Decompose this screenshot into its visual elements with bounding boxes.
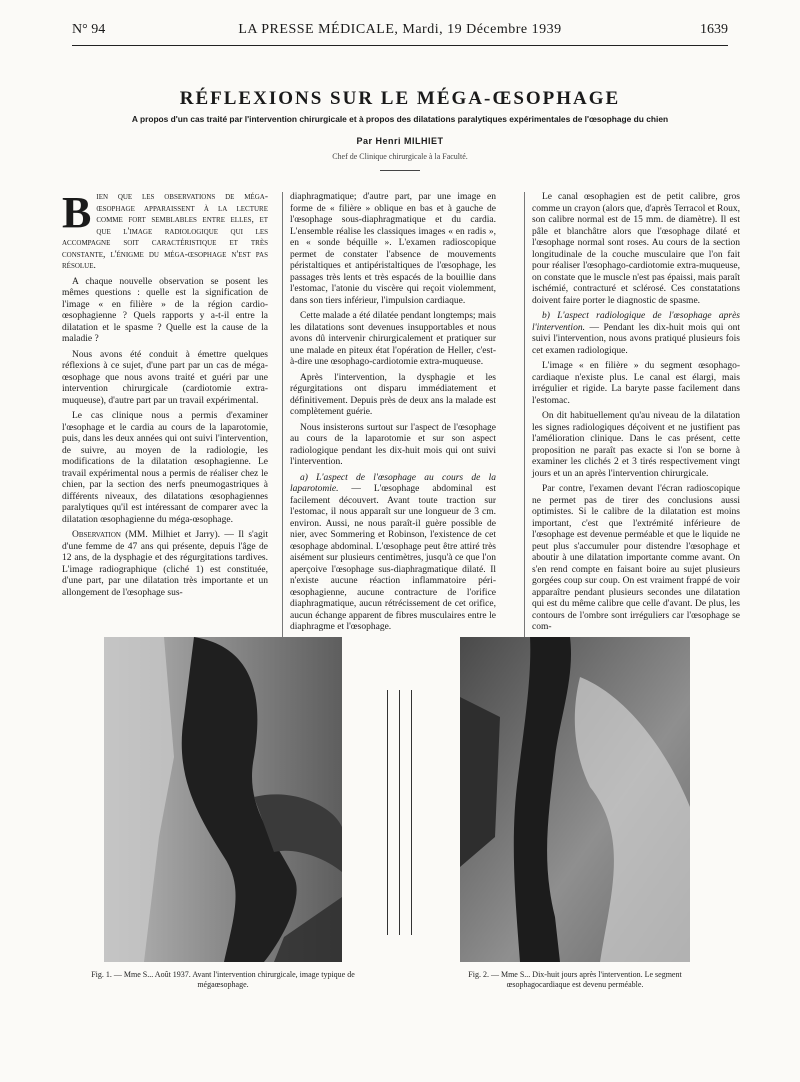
- column-divider: [282, 192, 283, 640]
- xray-figure-2: [460, 637, 690, 962]
- paragraph-text: (MM. Milhiet et Jarry). — Il s'agit d'une femme de 47 ans qui présente, depuis l'âge de 12 ans, de la dysphagie et des régurgitations tardives. L'image radiographique (cliché 1) est constituée, d'une part, par une dilatation très importante et un allongement de l'œsophage sus-: [62, 530, 268, 598]
- paragraph: Après l'intervention, la dysphagie et les régurgitations ont disparu immédiatement et définitivement. Depuis près de deux ans la malade est complètement guérie.: [290, 372, 496, 417]
- paragraph: Par contre, l'examen devant l'écran radioscopique ne permet pas de tirer des conclusions aussi optimistes. Si le calibre de la dilatation est moins important, c'est que l'extrémité inférieure de l'œsophage est devenue perméable et que le liquide ne peut plus s'accumuler pour distendre l'œsophage et aboutir à une dilatation importante comme avant. On s'en rend compte en faisant boire au sujet plusieurs gorgées coup sur coup. On est vraiment frappé de voir apparaître pendant plusieurs secondes une dilatation qui est du même calibre que celle d'avant. De plus, les contours de l'ombre sont irréguliers car l'œsophage se com-: [532, 484, 740, 632]
- text-column-1: [62, 188, 268, 603]
- issue-number: N° 94: [72, 22, 106, 37]
- paragraph: Le canal œsophagien est de petit calibre, gros comme un crayon (alors que, d'après Terracol et Roux, son calibre normal est de 15 mm. de diamètre). Il est pâle et blanchâtre alors que l'œsophage dilaté et l'œsophage normal sont roses. Au cours de la section longitudinale de la couche musculaire que l'on fait pour réaliser l'œsophago-cardiotomie extra-muqueuse, on constate que le muscle n'est pas épaissi, mais paraît ischémié, contracturé et sclérosé. Ces constatations doivent faire porter le diagnostic de spasme.: [532, 192, 740, 306]
- title-separator: [380, 170, 420, 171]
- decorative-rule: [399, 690, 400, 935]
- figure-2-caption: Fig. 2. — Mme S... Dix-huit jours après l'intervention. Le segment œsophagocardiaque est devenu perméable.: [468, 970, 682, 989]
- page-header: [72, 22, 728, 42]
- paragraph-text: — Pendant les dix-huit mois qui ont suivi l'intervention, nous avons pratiqué plusieurs fois cet examen radiologique.: [532, 322, 740, 356]
- journal-line: LA PRESSE MÉDICALE, Mardi, 19 Décembre 1939: [238, 22, 562, 37]
- decorative-rule: [411, 690, 412, 935]
- author-affiliation: Chef de Clinique chirurgicale à la Faculté.: [332, 152, 468, 161]
- section-heading: a) L'aspect de l'œsophage au cours de la laparotomie.: [290, 472, 496, 494]
- paragraph: [290, 473, 496, 634]
- paragraph-text: ien que les observations de méga-œsophage apparaissent à la lecture comme fort semblables entre elles, et que l'image radiologique qui les accompagne soit caractéristique et très constante, l'énigme du méga-œsophage n'est pas résolue.: [62, 192, 268, 271]
- paragraph: diaphragmatique; d'autre part, par une image en forme de « filière » oblique en bas et à gauche de l'œsophage sous-diaphragmatique et du cardia. L'ensemble réalise les classiques images « en radis », en « sonde béquille ». L'examen radioscopique permet de constater l'absence de mouvements péristaltiques et antipéristaltiques de l'œsophage, les passages très lents et très espacés de la bouillie dans l'estomac, l'atonie du viscère qui reçoit violemment, dans son tiers inférieur, l'impulsion cardiaque.: [290, 192, 496, 306]
- paragraph: L'image « en filière » du segment œsophago-cardiaque n'existe plus. Le canal est élargi, mais irrégulier et rigide. La baryte passe facilement dans l'estomac.: [532, 361, 740, 406]
- header-rule: [72, 45, 728, 46]
- paragraph: On dit habituellement qu'au niveau de la dilatation les signes radiologiques déçoivent et ne justifient pas l'amélioration clinique. Dans le cas présent, cette proposition ne paraît pas exacte si l'on se borne à examiner les clichés 2 et 3 tirés respectivement vingt jours et un an après l'intervention chirurgicale.: [532, 411, 740, 479]
- page-number: 1639: [700, 22, 728, 37]
- observation-lead: Observation: [72, 530, 121, 540]
- paragraph: Nous avons été conduit à émettre quelques réflexions à ce sujet, d'une part par un cas de méga-œsophage que nous avons traité et guéri par une intervention chirurgicale (cardiotomie extra-muqueuse), d'autre part par un travail expérimental.: [62, 349, 268, 406]
- paragraph: [532, 311, 740, 357]
- text-column-2: [290, 192, 496, 638]
- paragraph: Cette malade a été dilatée pendant longtemps; mais les dilatations sont devenues insupportables et nous avons dû intervenir chirurgicalement et pratiquer sur une malade en piteux état l'opération de Heller, c'est-à-dire une œsophago-cardiotomie extra-muqueuse.: [290, 311, 496, 367]
- paragraph-text: — L'œsophage abdominal est facilement découvert. Avant toute traction sur l'estomac, il nous apparaît sur une longueur de 3 cm. environ. Aussi, ne nous paraît-il guère possible de nier, avec Sommering et Robinson, l'existence de cet œsophage abdominal. L'œsophage peut être attiré très aisément sur plusieurs centimètres, jusqu'à ce que l'on aperçoive l'œsophage sus-diaphragmatique dilaté. Il n'existe aucune réaction inflammatoire péri-œsophagienne, aucune contracture de l'orifice diaphragmatique, aucun rétrécissement de cet orifice, aucun échange apparent de fibres musculaires entre le diaphragme et l'œsophage.: [290, 484, 496, 632]
- text-column-3: [532, 192, 740, 638]
- article-title: RÉFLEXIONS SUR LE MÉGA-ŒSOPHAGE: [179, 88, 621, 109]
- drop-cap: B: [62, 188, 92, 237]
- section-heading: b) L'aspect radiologique de l'œsophage après l'intervention.: [532, 311, 740, 333]
- paragraph: [62, 188, 268, 273]
- article-byline: Par Henri MILHIET: [356, 136, 444, 146]
- article-subtitle: A propos d'un cas traité par l'intervention chirurgicale et à propos des dilatations paralytiques expérimentales de l'œsophage du chien: [131, 114, 669, 124]
- paragraph: [62, 530, 268, 599]
- paragraph: Le cas clinique nous a permis d'examiner l'œsophage et le cardia au cours de la laparotomie, puis, dans les deux années qui ont suivi l'intervention, de suivre, au moyen de la radiologie, les modifications de la dilatation œsophagienne. Le travail expérimental nous a permis de réaliser chez le chien, par la section des nerfs pneumogastriques à différents niveaux, des dilatations œsophagiennes paralytiques qu'il est intéressant de comparer avec la dilatation œsophagienne du méga-œsophage.: [62, 411, 268, 525]
- xray-figure-1: [104, 637, 342, 962]
- xray-image-1: [104, 637, 342, 962]
- figure-1-caption: Fig. 1. — Mme S... Août 1937. Avant l'intervention chirurgicale, image typique de mégaœsophage.: [91, 970, 355, 989]
- column-divider: [524, 192, 525, 640]
- decorative-rule: [387, 690, 388, 935]
- paragraph: Nous insisterons surtout sur l'aspect de l'œsophage au cours de la laparotomie et sur son aspect radiologique pendant les dix-huit mois qui ont suivi l'intervention.: [290, 422, 496, 467]
- paragraph: A chaque nouvelle observation se posent les mêmes questions : quelle est la signification de l'image « en filière » de la région cardio-œsophagienne ? Quels rapports y a-t-il entre la dilatation et le spasme ? Quelle est la cause de la maladie ?: [62, 276, 268, 344]
- xray-image-2: [460, 637, 690, 962]
